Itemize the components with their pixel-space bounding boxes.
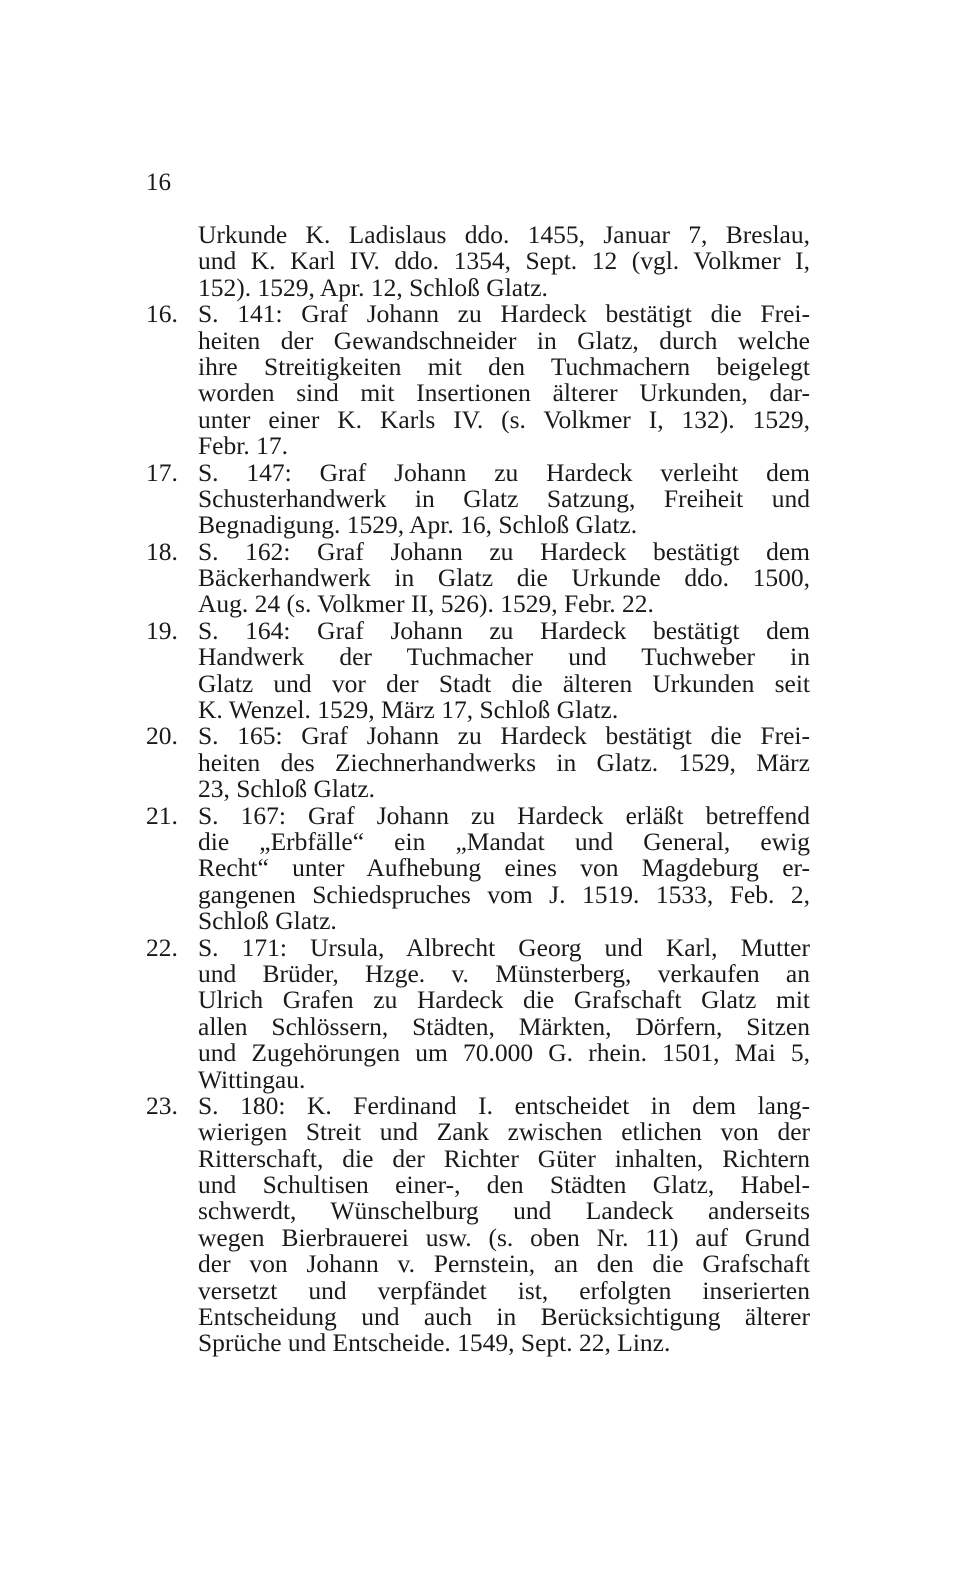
entry	[146, 536, 810, 619]
line-text: und Schultisen einer-, den Städten Glatz, Habel-	[198, 1170, 810, 1200]
line-text: die „Erbfälle“ ein „Mandat und General, ewig	[198, 826, 810, 856]
line-text: wierigen Streit und Zank zwischen etlichen von der	[198, 1117, 810, 1147]
text-line	[146, 1304, 810, 1330]
line-text: heiten der Gewandschneider in Glatz, durch welche	[198, 325, 810, 355]
line-text: Aug. 24 (s. Volkmer II, 526). 1529, Febr. 22.	[198, 589, 654, 619]
text-line	[146, 1119, 810, 1145]
line-text: Wittingau.	[198, 1064, 306, 1094]
text-line	[146, 301, 810, 327]
text-line	[146, 879, 810, 909]
text-line	[146, 325, 810, 355]
text-line	[146, 512, 810, 538]
text-line	[146, 1222, 810, 1252]
line-text: Bäckerhandwerk in Glatz die Urkunde ddo. 1500,	[198, 563, 810, 593]
line-text: Febr. 17.	[198, 431, 288, 461]
line-text: schwerdt, Wünschelburg und Landeck anderseits	[198, 1196, 810, 1226]
page-number: 16	[146, 169, 171, 196]
line-text: Urkunde K. Ladislaus ddo. 1455, Januar 7, Breslau,	[198, 220, 810, 249]
text-line	[146, 987, 810, 1013]
text-line	[146, 747, 810, 777]
text-line	[146, 1090, 810, 1120]
text-line	[146, 483, 810, 513]
line-text: Schloß Glatz.	[198, 906, 337, 936]
text-line	[146, 380, 810, 406]
line-text: heiten des Ziechnerhandwerks in Glatz. 1529, März	[198, 747, 810, 777]
entry-number: 17.	[146, 457, 178, 487]
text-line	[146, 1275, 810, 1305]
text-line	[146, 723, 810, 749]
line-text: und K. Karl IV. ddo. 1354, Sept. 12 (vgl. Volkmer I,	[198, 246, 810, 276]
document-body	[146, 222, 810, 1357]
text-line	[146, 932, 810, 962]
line-text: Begnadigung. 1529, Apr. 16, Schloß Glatz.	[198, 510, 638, 540]
text-line	[146, 222, 810, 248]
text-line	[146, 697, 810, 723]
entry	[146, 457, 810, 540]
text-line	[146, 1330, 810, 1356]
line-text: gangenen Schiedspruches vom J. 1519. 1533, Feb. 2,	[198, 879, 810, 909]
line-text: versetzt und verpfändet ist, erfolgten inserierten	[198, 1275, 810, 1305]
line-text: worden sind mit Insertionen älterer Urkunden, dar-	[198, 378, 810, 408]
text-line	[146, 1011, 810, 1041]
text-line	[146, 668, 810, 698]
line-text: wegen Bierbrauerei usw. (s. oben Nr. 11) auf Grund	[198, 1222, 810, 1252]
line-text: Handwerk der Tuchmacher und Tuchweber in	[198, 642, 810, 672]
text-line	[146, 248, 810, 274]
line-text: S. 147: Graf Johann zu Hardeck verleiht dem	[198, 457, 810, 487]
line-text: S. 180: K. Ferdinand I. entscheidet in dem lang-	[198, 1090, 810, 1120]
text-line	[146, 1198, 810, 1224]
text-line	[146, 351, 810, 381]
text-line	[146, 1143, 810, 1173]
line-text: und Zugehörungen um 70.000 G. rhein. 1501, Mai 5,	[198, 1038, 810, 1068]
entry	[146, 1090, 810, 1358]
text-line	[146, 591, 810, 617]
line-text: S. 162: Graf Johann zu Hardeck bestätigt dem	[198, 536, 810, 566]
text-line	[146, 855, 810, 881]
text-line	[146, 615, 810, 645]
line-text: Ulrich Grafen zu Hardeck die Grafschaft Glatz mit	[198, 985, 810, 1015]
text-line	[146, 272, 810, 302]
line-text: S. 167: Graf Johann zu Hardeck erläßt betreffend	[198, 800, 810, 830]
entry	[146, 932, 810, 1094]
entry-number: 22.	[146, 932, 178, 962]
line-text: Entscheidung und auch in Berücksichtigung älterer	[198, 1302, 810, 1332]
text-line	[146, 433, 810, 459]
line-text: S. 171: Ursula, Albrecht Georg und Karl, Mutter	[198, 932, 810, 962]
text-line	[146, 800, 810, 830]
entry	[146, 800, 810, 936]
text-line	[146, 908, 810, 934]
entry-number: 21.	[146, 800, 178, 830]
line-text: S. 165: Graf Johann zu Hardeck bestätigt die Frei-	[198, 721, 810, 751]
line-text: unter einer K. Karls IV. (s. Volkmer I, 132). 1529,	[198, 404, 810, 434]
text-line	[146, 565, 810, 591]
entry-number: 18.	[146, 536, 178, 566]
text-line	[146, 536, 810, 566]
continued-entry	[146, 222, 810, 301]
line-text: Recht“ unter Aufhebung eines von Magdeburg er-	[198, 853, 810, 883]
entry-number: 19.	[146, 615, 178, 645]
text-line	[146, 404, 810, 434]
text-line	[146, 1251, 810, 1277]
text-line	[146, 457, 810, 487]
entry-number: 23.	[146, 1090, 178, 1120]
line-text: Schusterhandwerk in Glatz Satzung, Freiheit und	[198, 483, 810, 513]
line-text: Ritterschaft, die der Richter Güter inhalten, Richtern	[198, 1143, 810, 1173]
text-line	[146, 776, 810, 802]
entry	[146, 301, 810, 459]
text-line	[146, 1064, 810, 1094]
line-text: 23, Schloß Glatz.	[198, 774, 376, 804]
text-line	[146, 958, 810, 988]
text-line	[146, 644, 810, 670]
line-text: der von Johann v. Pernstein, an den die Grafschaft	[198, 1249, 810, 1279]
line-text: S. 164: Graf Johann zu Hardeck bestätigt dem	[198, 615, 810, 645]
line-text: Sprüche und Entscheide. 1549, Sept. 22, Linz.	[198, 1328, 671, 1358]
entry-number: 20.	[146, 721, 178, 751]
line-text: Glatz und vor der Stadt die älteren Urkunden seit	[198, 668, 810, 698]
line-text: und Brüder, Hzge. v. Münsterberg, verkaufen an	[198, 958, 810, 988]
line-text: 152). 1529, Apr. 12, Schloß Glatz.	[198, 272, 548, 302]
entry-number: 16.	[146, 299, 178, 329]
line-text: S. 141: Graf Johann zu Hardeck bestätigt die Frei-	[198, 299, 810, 329]
text-line	[146, 1040, 810, 1066]
text-line	[146, 1172, 810, 1198]
line-text: ihre Streitigkeiten mit den Tuchmachern beigelegt	[198, 351, 810, 381]
text-line	[146, 826, 810, 856]
entry	[146, 723, 810, 802]
line-text: allen Schlössern, Städten, Märkten, Dörfern, Sitzen	[198, 1011, 810, 1041]
entry	[146, 615, 810, 725]
line-text: K. Wenzel. 1529, März 17, Schloß Glatz.	[198, 695, 619, 725]
